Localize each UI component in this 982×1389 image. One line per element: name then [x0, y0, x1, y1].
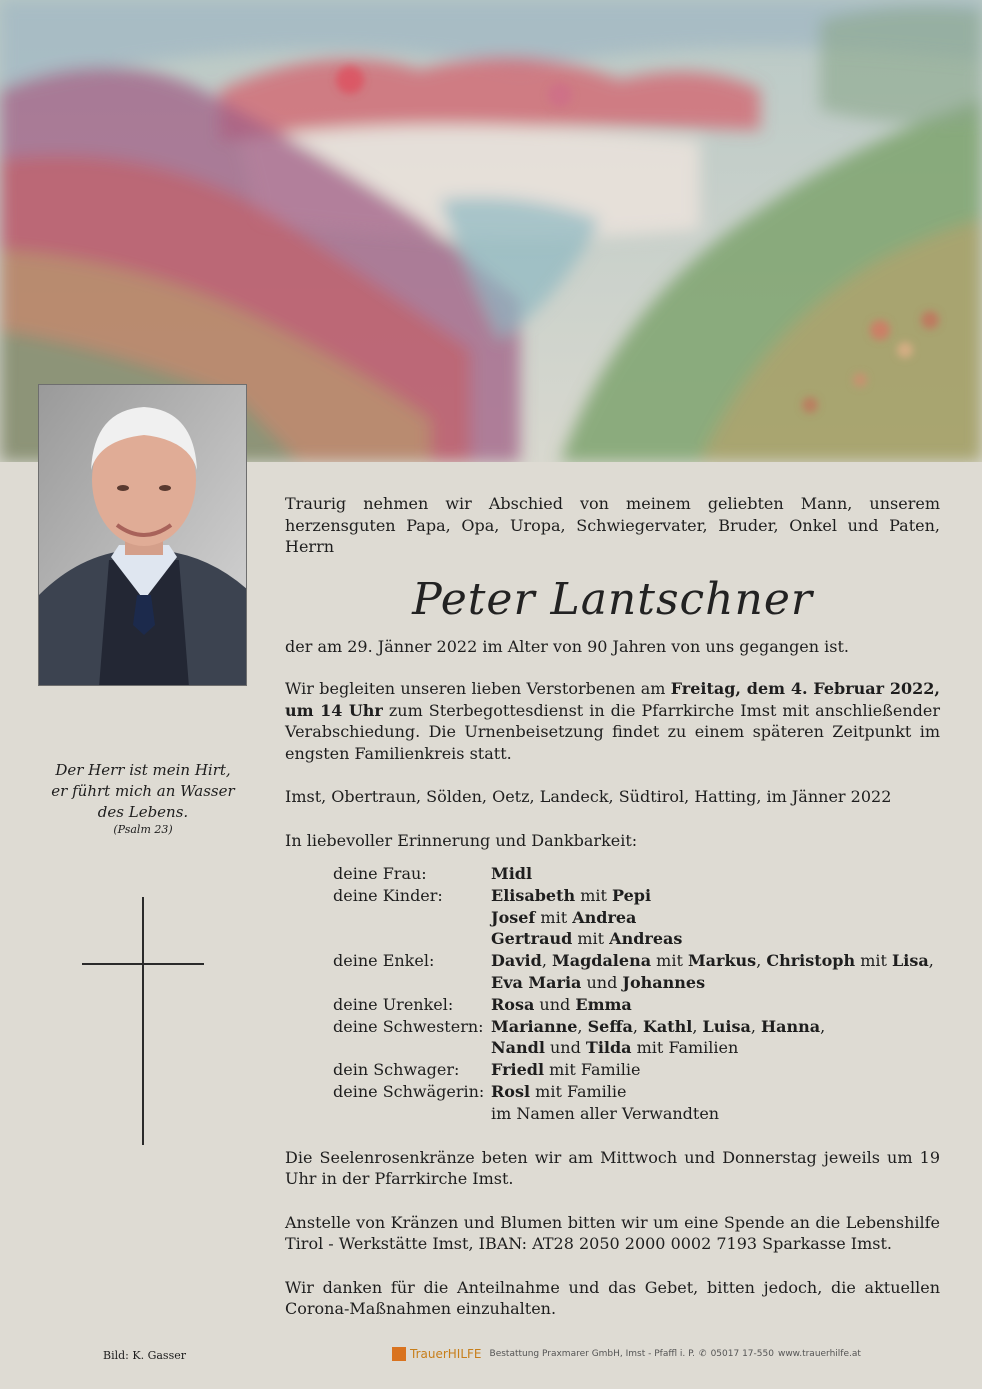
- mourner-relation: deine Kinder:: [333, 885, 443, 905]
- mourner-row: [333, 950, 934, 994]
- mourner-name: Midl: [491, 864, 533, 883]
- funeral-date: Freitag, dem 4. Februar 2022, um 14 Uhr: [285, 679, 940, 720]
- mourner-name: Markus: [687, 951, 757, 971]
- mourner-connector: ,: [692, 1016, 703, 1036]
- psalm-line-3: des Lebens.: [97, 803, 189, 821]
- portrait-photo: [38, 384, 247, 686]
- psalm-reference: (Psalm 23): [113, 823, 173, 836]
- mourner-relation: deine Urenkel:: [333, 994, 454, 1014]
- obituary-text: [285, 493, 940, 1320]
- mourner-names: [491, 1016, 934, 1060]
- portrait-illustration: [39, 385, 247, 686]
- death-line: der am 29. Jänner 2022 im Alter von 90 Jahren von uns gegangen ist.: [285, 636, 850, 656]
- mourner-line: [491, 1059, 934, 1081]
- mourner-name: Hanna: [761, 1016, 821, 1036]
- mourner-row: [333, 863, 934, 885]
- mourner-name: Christoph: [766, 951, 856, 971]
- mourner-names: [491, 994, 934, 1016]
- mourner-name: Elisabeth: [491, 885, 576, 905]
- mourner-connector: mit: [575, 885, 613, 905]
- mourner-connector: mit: [855, 951, 893, 971]
- mourner-name: Rosl: [491, 1081, 531, 1101]
- mourner-relation: dein Schwager:: [333, 1060, 460, 1080]
- mourner-connector: ,: [632, 1016, 643, 1036]
- mourner-row: [333, 885, 934, 950]
- mourner-connector: mit Familie: [530, 1081, 627, 1101]
- mourner-name: Emma: [575, 994, 632, 1014]
- mourner-line: [491, 1037, 934, 1059]
- mourner-name: David: [491, 951, 542, 971]
- mourner-names: [491, 950, 934, 994]
- rosary-text: Die Seelenrosenkränze beten wir am Mittwoch und Donnerstag jeweils um 19 Uhr in der Pfarrkirche Imst.: [285, 1147, 940, 1189]
- mourner-line: [491, 1016, 934, 1038]
- mourner-line: [491, 863, 934, 885]
- footer-company: Bestattung Praxmarer GmbH, Imst - Pfaffl i. P.: [489, 1349, 696, 1359]
- footer-phone: 05017 17-550: [710, 1349, 774, 1359]
- mourner-connector: mit Familien: [631, 1038, 739, 1058]
- mourner-line: [491, 885, 934, 907]
- mourner-names: [491, 885, 934, 950]
- mourner-name: Friedl: [491, 1060, 545, 1080]
- mourner-connector: ,: [820, 1016, 826, 1036]
- mourner-name: Luisa: [702, 1016, 751, 1036]
- thanks-intro: In liebevoller Erinnerung und Dankbarkeit:: [285, 830, 638, 850]
- mourner-connector: ,: [750, 1016, 762, 1036]
- mourner-line: [491, 972, 934, 994]
- closing-text: Wir danken für die Anteilnahme und das Gebet, bitten jedoch, die aktuellen Corona-Maßnahmen einzuhalten.: [285, 1277, 940, 1319]
- psalm-line-2: er führt mich an Wasser: [51, 782, 235, 800]
- footer: [392, 1347, 861, 1361]
- mourner-name: Pepi: [612, 885, 652, 905]
- mourner-names: [491, 1059, 934, 1081]
- mourner-name: Josef: [491, 907, 536, 927]
- donation-text: Anstelle von Kränzen und Blumen bitten wir um eine Spende an die Lebenshilfe Tirol - Werkstätte Imst, IBAN: AT28 2050 2000 0002 7193 Sparkasse Imst.: [285, 1212, 940, 1254]
- deceased-name: Peter Lantschner: [412, 573, 813, 625]
- mourner-connector: im Namen aller Verwandten: [491, 1103, 720, 1123]
- mourner-name: Nandl: [491, 1038, 545, 1058]
- funeral-text-b: zum Sterbegottesdienst in die Pfarrkirche Imst mit anschließender Verabschiedung. Die Urnenbeisetzung findet zu einem späteren Zeitpunkt im engsten Familienkreis statt.: [285, 700, 940, 763]
- mourner-connector: mit Familie: [544, 1060, 641, 1080]
- mourner-names: [491, 1081, 934, 1125]
- mourner-name: Andrea: [572, 907, 637, 927]
- mourner-connector: ,: [756, 951, 767, 971]
- footer-brand: TrauerHILFE: [410, 1347, 482, 1361]
- mourner-name: Kathl: [642, 1016, 693, 1036]
- mourner-row: [333, 1081, 934, 1125]
- funeral-text-a: Wir begleiten unseren lieben Verstorbenen am: [285, 679, 671, 698]
- mourner-line: [491, 1103, 934, 1125]
- mourner-name: Magdalena: [551, 951, 652, 971]
- mourner-connector: mit: [535, 907, 573, 927]
- mourners-list: [333, 863, 934, 1125]
- intro-text: Traurig nehmen wir Abschied von meinem geliebten Mann, unserem herzensguten Papa, Opa, Uropa, Schwiegervater, Bruder, Onkel und Paten, Herrn: [285, 494, 940, 556]
- phone-icon: ✆: [699, 1349, 707, 1359]
- mourner-line: [491, 950, 934, 972]
- photo-credit: Bild: K. Gasser: [103, 1349, 186, 1362]
- mourner-connector: ,: [541, 951, 552, 971]
- mourner-connector: und: [534, 994, 576, 1014]
- mourner-connector: ,: [928, 951, 934, 971]
- mourner-name: Marianne: [491, 1016, 578, 1036]
- mourner-connector: ,: [577, 1016, 588, 1036]
- mourner-relation: deine Schwestern:: [333, 1016, 484, 1036]
- mourner-name: Lisa: [892, 951, 929, 971]
- mourner-row: [333, 1059, 934, 1081]
- mourner-line: [491, 907, 934, 929]
- mourner-row: [333, 994, 934, 1016]
- mourner-row: [333, 1016, 934, 1060]
- mourner-names: [491, 863, 934, 885]
- mourner-name: Gertraud: [491, 929, 573, 949]
- psalm-line-1: Der Herr ist mein Hirt,: [55, 761, 231, 779]
- mourner-line: [491, 994, 934, 1016]
- mourner-name: Tilda: [585, 1038, 632, 1058]
- funeral-text: [285, 678, 940, 764]
- mourner-connector: mit: [651, 951, 688, 971]
- psalm-quote: [40, 760, 246, 837]
- places-line: Imst, Obertraun, Sölden, Oetz, Landeck, Südtirol, Hatting, im Jänner 2022: [285, 787, 892, 806]
- mourner-relation: deine Frau:: [333, 864, 427, 883]
- trauerhilfe-logo-icon: [392, 1347, 406, 1361]
- cross-icon: [82, 897, 204, 1145]
- mourner-name: Eva Maria: [491, 972, 582, 992]
- mourner-name: Johannes: [622, 972, 706, 992]
- mourner-connector: mit: [572, 929, 610, 949]
- mourner-connector: und: [581, 972, 623, 992]
- mourner-relation: deine Enkel:: [333, 951, 435, 971]
- mourner-line: [491, 928, 934, 950]
- mourner-name: Seffa: [587, 1016, 633, 1036]
- mourner-name: Andreas: [609, 929, 683, 949]
- mourner-name: Rosa: [491, 994, 535, 1014]
- mourner-connector: und: [544, 1038, 586, 1058]
- mourner-relation: deine Schwägerin:: [333, 1081, 485, 1101]
- mourner-line: [491, 1081, 934, 1103]
- footer-web[interactable]: www.trauerhilfe.at: [777, 1349, 861, 1359]
